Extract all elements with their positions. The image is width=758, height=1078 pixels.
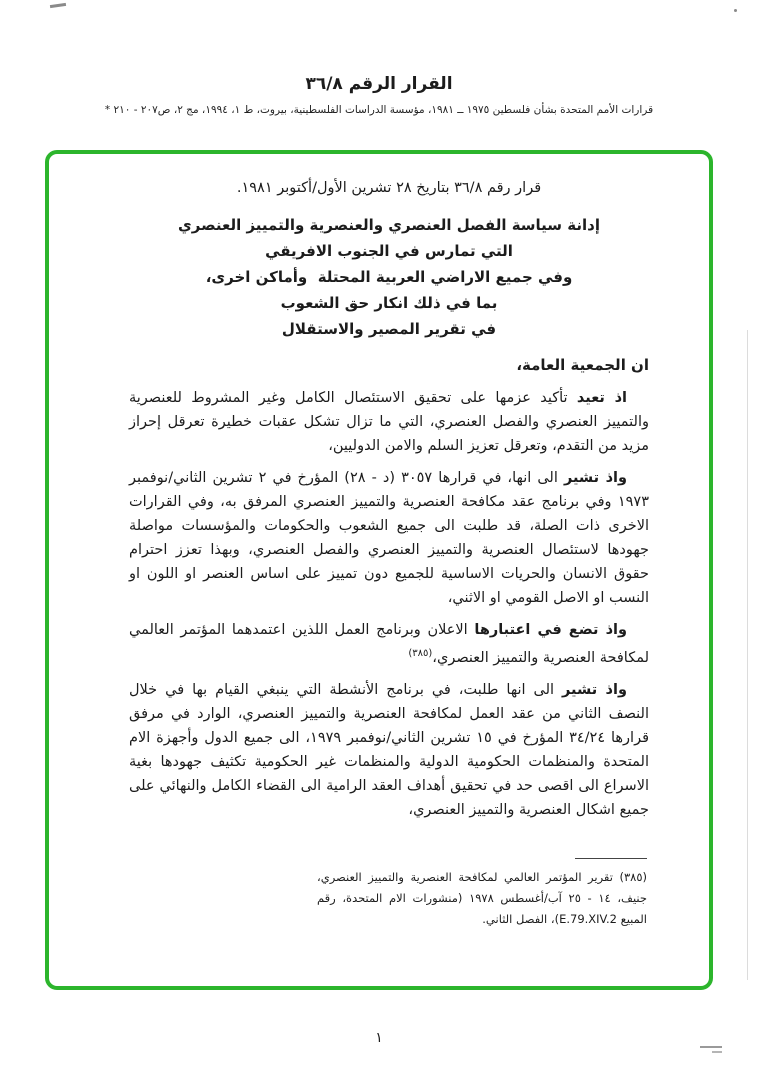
footnote-reference: (٣٨٥) xyxy=(408,648,433,659)
resolution-title-line: بما في ذلك انكار حق الشعوب xyxy=(280,294,498,312)
resolution-title-line: في تقرير المصير والاستقلال xyxy=(281,320,497,338)
source-citation: قرارات الأمم المتحدة بشأن فلسطين ١٩٧٥ ــ ١٩٨١، مؤسسة الدراسات الفلسطينية، بيروت، ط ١، ١٩٩٤، مج ٢، ص٢٠٧ - ٢١٠ * xyxy=(104,104,654,116)
footnote-text: (٣٨٥) تقرير المؤتمر العالمي لمكافحة العنصرية والتمييز العنصري، جنيف، ١٤ - ٢٥ آب/أغسطس ١٩٧٨ (منشورات الام المتحدة، رقم المبيع E.79.XIV.2)، الفصل الثاني. xyxy=(317,870,647,926)
scan-edge-artifact xyxy=(747,330,748,980)
preambular-paragraph xyxy=(129,618,649,670)
resolution-title xyxy=(129,212,649,342)
resolution-title-line: إدانة سياسة الفصل العنصري والعنصرية والتمييز العنصري xyxy=(178,216,600,234)
paragraph-lead: واذ تشير xyxy=(562,681,627,698)
scan-artifact xyxy=(734,9,737,12)
resolution-highlight-box xyxy=(45,150,713,990)
footnote-block xyxy=(317,858,647,930)
paragraph-lead: واذ تضع في اعتبارها xyxy=(474,622,627,638)
preambular-paragraph xyxy=(129,678,649,822)
resolution-title-line: وفي جميع الاراضي العربية المحتلة وأماكن اخرى، xyxy=(205,268,573,286)
paragraph-lead: واذ تشير xyxy=(563,470,627,486)
preambular-paragraph xyxy=(129,466,649,610)
page-number: ١ xyxy=(375,1030,383,1046)
preambular-paragraph xyxy=(129,386,649,458)
paragraph-text: الى انها، في قرارها ٣٠٥٧ (د - ٢٨) المؤرخ في ٢ تشرين الثاني/نوفمبر ١٩٧٣ وفي برنامج عقد مكافحة العنصرية والتمييز العنصري المرفق به، وفي القرارات الاخرى ذات الصلة، قد طلبت الى جميع الشعوب والحكومات والمؤسسات مواصلة جهودها لاستئصال العنصرية والتمييز العنصري والفصل العنصري، وبهذا تعزز احترام حقوق الانسان والحريات الاساسية للجميع دون تمييز على اساس العنصر او اللون او النسب او الاصل القومي او الاثني، xyxy=(129,470,649,606)
resolution-title-line: التي تمارس في الجنوب الافريقي xyxy=(265,242,513,260)
scan-artifact xyxy=(700,1046,722,1048)
paragraph-lead: اذ تعيد xyxy=(576,390,627,406)
scan-artifact xyxy=(50,3,66,8)
resolution-number-line: قرار رقم ٣٦/٨ بتاريخ ٢٨ تشرين الأول/أكتوبر ١٩٨١. xyxy=(236,180,542,196)
footnote-separator xyxy=(575,858,647,859)
salutation: ان الجمعية العامة، xyxy=(516,356,649,374)
paragraph-text: تأكيد عزمها على تحقيق الاستئصال الكامل وغير المشروط للعنصرية والتمييز العنصري والفصل العنصري، التي ما تزال تشكل عقبات خطيرة تعرقل إحراز مزيد من التقدم، وتعرقل تعزيز السلم والامن الدوليين، xyxy=(129,390,649,454)
scan-artifact xyxy=(712,1051,722,1053)
paragraph-text: الاعلان وبرنامج العمل اللذين اعتمدهما المؤتمر العالمي لمكافحة العنصرية والتمييز العنصري، xyxy=(129,622,649,666)
page-title: القرار الرقم ٣٦/٨ xyxy=(305,74,453,94)
paragraph-text: الى انها طلبت، في برنامج الأنشطة التي ينبغي القيام بها في خلال النصف الثاني من عقد العمل لمكافحة العنصرية والتمييز العنصري، الوارد في مرفق قرارها ٣٤/٢٤ المؤرخ في ١٥ تشرين الثاني/نوفمبر ١٩٧٩، الى جميع الدول وأجهزة الام المتحدة والمنظمات الحكومية الدولية والمنظمات غير الحكومية تكثيف جهودها بغية الاسراع الى اقصى حد في تحقيق أهداف العقد الرامية الى القضاء الكامل والنهائي على جميع اشكال العنصرية والتمييز العنصري، xyxy=(129,681,650,818)
